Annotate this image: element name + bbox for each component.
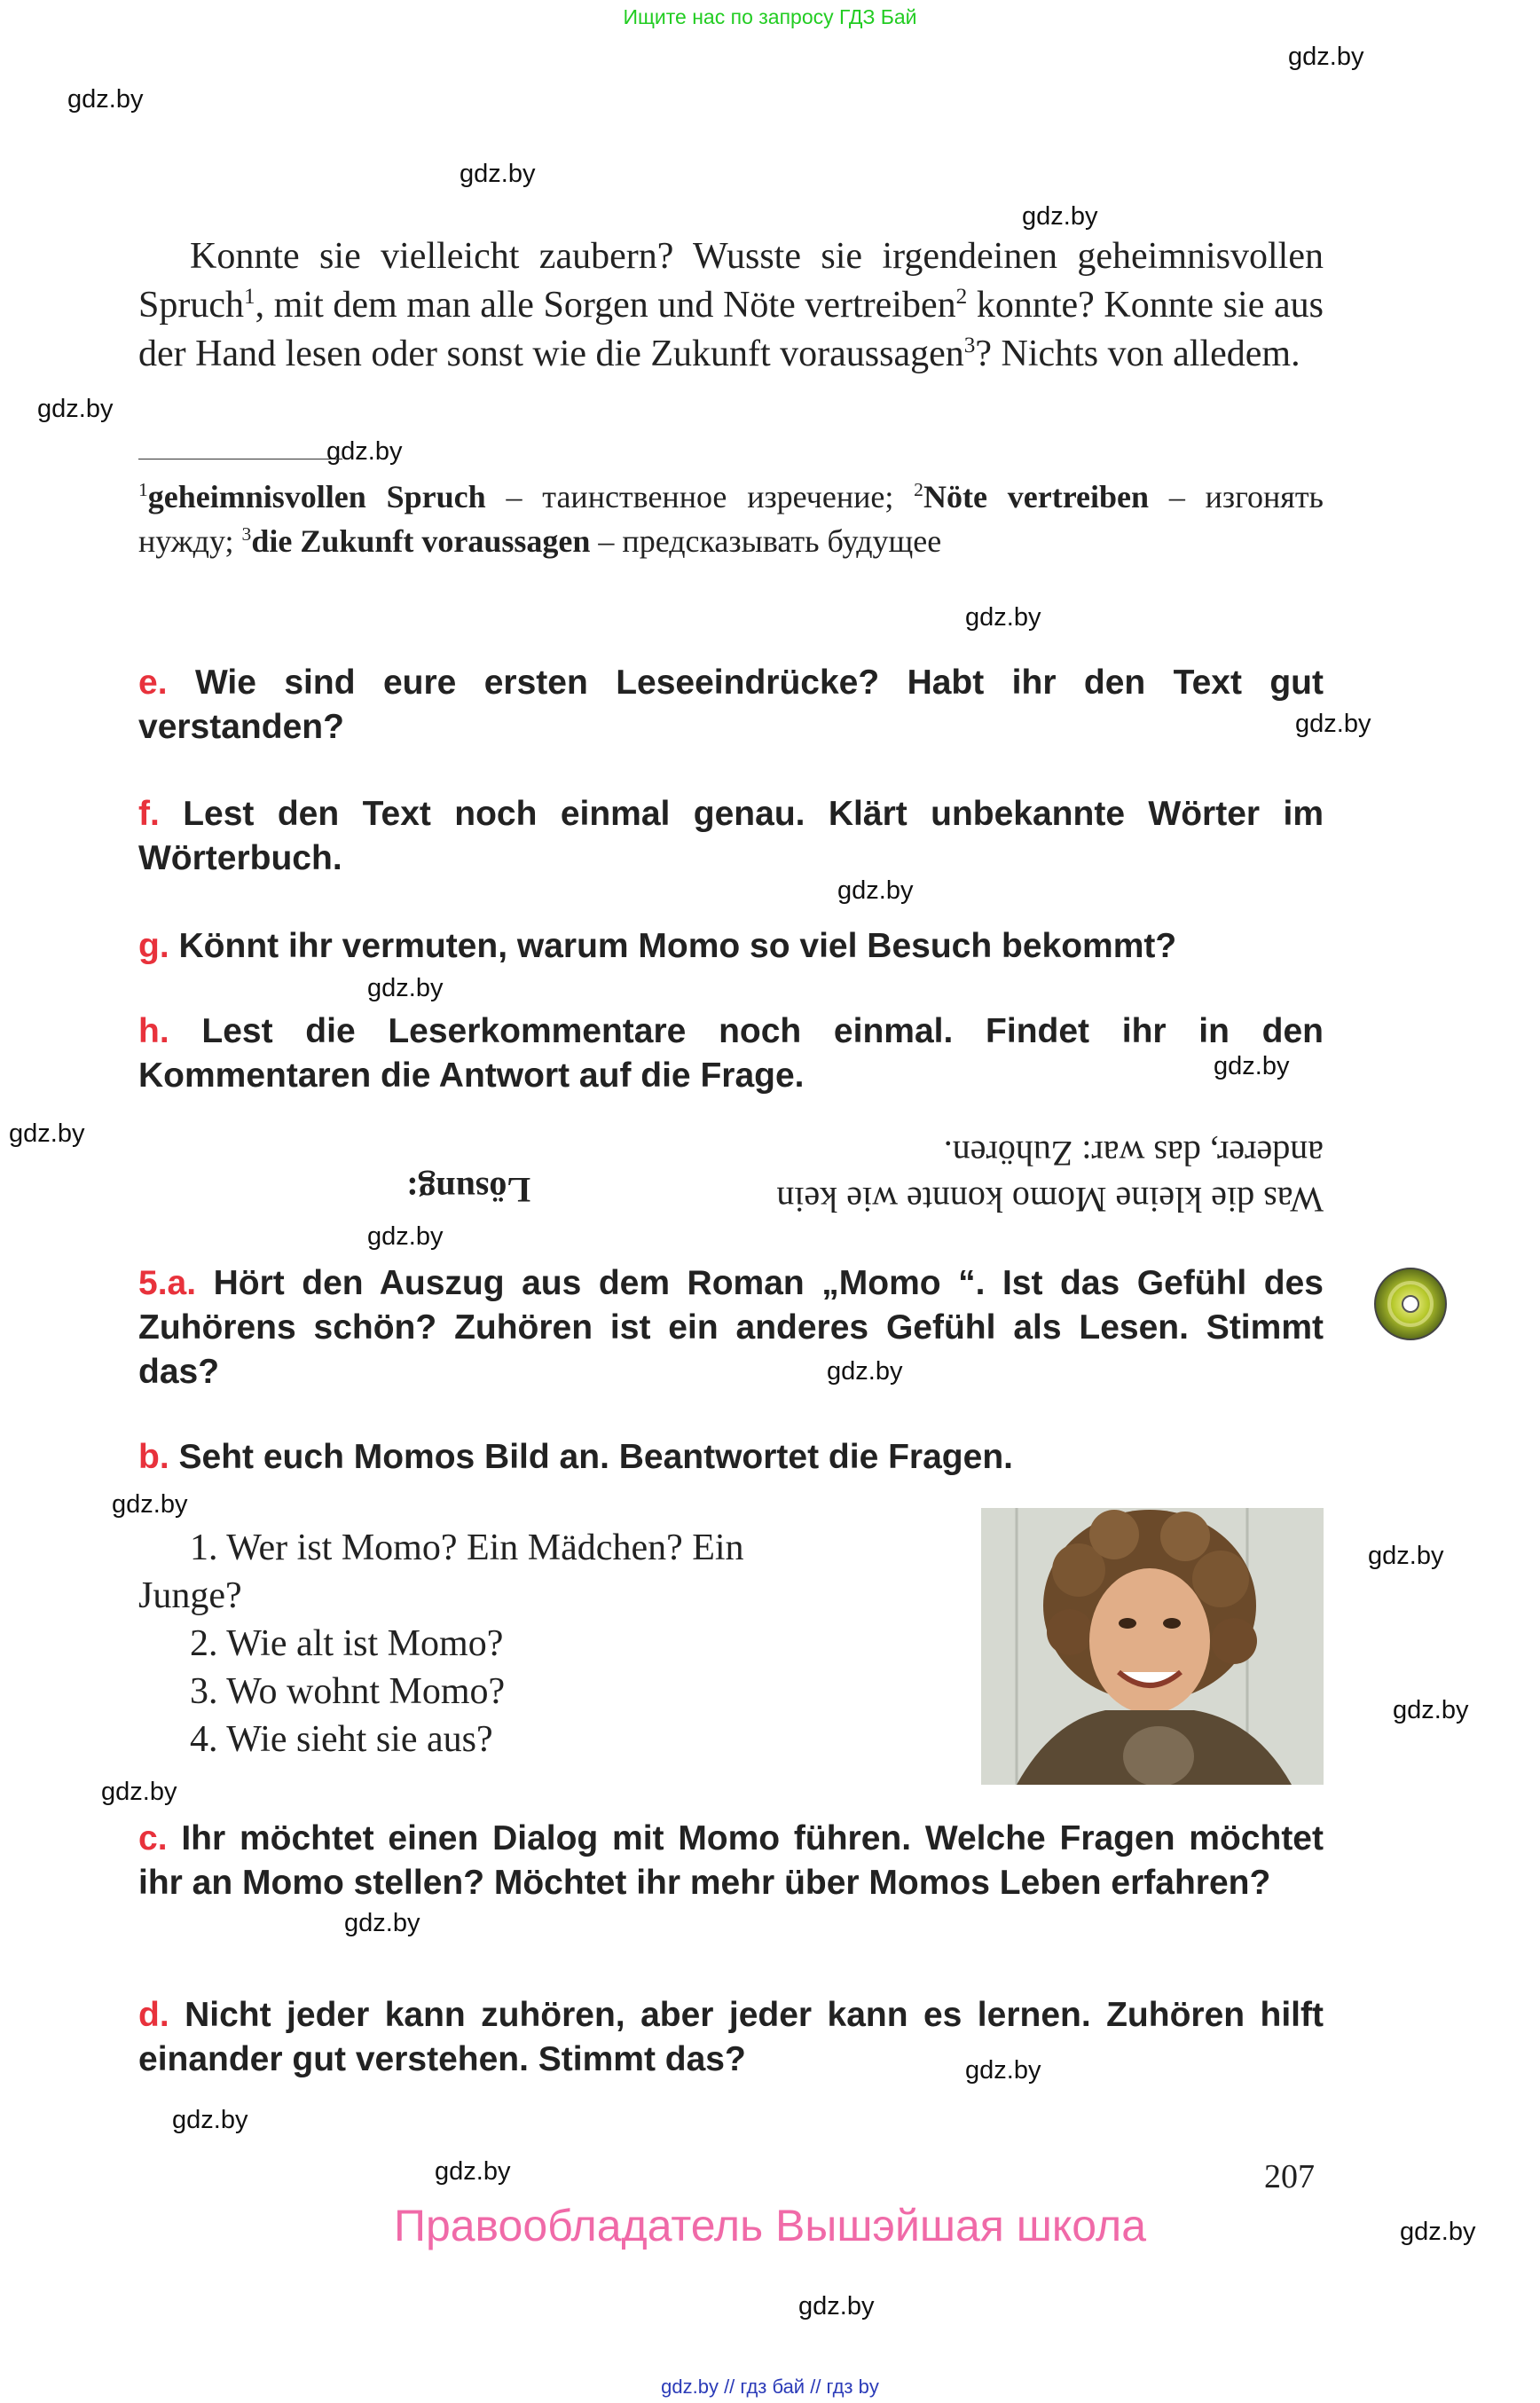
task-text: Wie sind eure ersten Leseeindrücke? Habt ihr den Text gut verstanden?	[138, 664, 1324, 746]
momo-photo	[981, 1508, 1324, 1785]
task-text: Nicht jeder kann zuhören, aber jeder kann es lernen. Zuhören hilft einander gut verstehen. Stimmt das?	[138, 1996, 1324, 2078]
watermark: gdz.by	[965, 2056, 1041, 2085]
task-text: Könnt ihr vermuten, warum Momo so viel Besuch bekommt?	[178, 927, 1177, 965]
footnotes: $^1$geheimnisvollen Spruch – таинственное изречение; $^2$Nöte vertreiben – изгонять нужду; $^3$die Zukunft voraussagen – предсказывать будущее	[138, 479, 1324, 559]
watermark: gdz.by	[344, 1909, 420, 1937]
watermark: gdz.by	[1022, 202, 1098, 231]
watermark: gdz.by	[435, 2157, 511, 2186]
task-letter: b.	[138, 1438, 169, 1476]
page-number: 207	[1264, 2158, 1315, 2195]
watermark: gdz.by	[1393, 1696, 1469, 1724]
watermark: gdz.by	[1368, 1542, 1444, 1570]
task-text: Hört den Auszug aus dem Roman „Momo “. Ist das Gefühl des Zuhörens schön? Zuhören ist ein anderes Gefühl als Lesen. Stimmt das?	[138, 1264, 1324, 1391]
question-item: 4. Wie sieht sie aus?	[190, 1719, 493, 1760]
watermark: gdz.by	[9, 1119, 85, 1148]
watermark: gdz.by	[827, 1357, 903, 1386]
watermark: gdz.by	[460, 160, 536, 188]
task-f	[138, 792, 1324, 881]
watermark: gdz.by	[1288, 43, 1364, 71]
watermark: gdz.by	[965, 603, 1041, 632]
solution-line: Was die kleine Momo konnte wie kein	[776, 1180, 1324, 1220]
question-list	[138, 1524, 919, 1763]
task-letter: g.	[138, 927, 169, 965]
task-5d	[138, 1993, 1324, 2082]
task-text: Ihr möchtet einen Dialog mit Momo führen. Welche Fragen möchtet ihr an Momo stellen? Möchtet ihr mehr über Momos Leben erfahren?	[138, 1819, 1324, 1902]
task-h	[138, 1009, 1324, 1098]
watermark: gdz.by	[101, 1778, 177, 1806]
task-letter: f.	[138, 795, 160, 833]
task-letter: e.	[138, 664, 168, 702]
question-item: 1. Wer ist Momo? Ein Mädchen? Ein	[190, 1527, 744, 1568]
watermark: gdz.by	[326, 437, 403, 466]
task-letter: c.	[138, 1819, 168, 1857]
solution-heading: Lösung:	[406, 1170, 531, 1210]
top-banner: Ищите нас по запросу ГДЗ Бай	[623, 5, 917, 28]
watermark: gdz.by	[1214, 1052, 1290, 1080]
watermark: gdz.by	[172, 2106, 248, 2134]
task-g	[138, 924, 1324, 969]
story-paragraph: Konnte sie vielleicht zaubern? Wusste sie irgendeinen geheimnisvollen Spruch$^1$, mit dem man alle Sorgen und Nöte vertreiben$^2$ konnte? Konnte sie aus der Hand lesen oder sonst wie die Zukunft voraussagen$^3$? Nichts von alledem.	[138, 236, 1324, 374]
task-letter: d.	[138, 1996, 169, 2034]
task-text: Seht euch Momos Bild an. Beantwortet die Fragen.	[178, 1438, 1013, 1476]
task-letter: 5.a.	[138, 1264, 197, 1302]
watermark: gdz.by	[112, 1490, 188, 1519]
task-e	[138, 661, 1324, 750]
task-text: Lest die Leserkommentare noch einmal. Findet ihr in den Kommentaren die Antwort auf die Frage.	[138, 1012, 1324, 1095]
watermark: gdz.by	[37, 395, 114, 423]
question-item: 3. Wo wohnt Momo?	[190, 1671, 506, 1712]
audio-cd-icon[interactable]	[1373, 1267, 1448, 1341]
solution-upside-down	[138, 1116, 1324, 1222]
watermark: gdz.by	[1400, 2218, 1476, 2246]
question-item: 2. Wie alt ist Momo?	[190, 1623, 504, 1664]
task-text: Lest den Text noch einmal genau. Klärt unbekannte Wörter im Wörterbuch.	[138, 795, 1324, 877]
task-5b	[138, 1435, 1324, 1480]
watermark: gdz.by	[837, 876, 914, 905]
watermark: gdz.by	[367, 974, 444, 1002]
watermark: gdz.by	[67, 85, 144, 114]
task-5c	[138, 1817, 1324, 1905]
watermark: gdz.by	[367, 1222, 444, 1251]
solution-line: anderer, das war: Zuhören.	[943, 1134, 1324, 1174]
copyright-holder: Правообладатель Вышэйшая школа	[394, 2201, 1146, 2250]
watermark: gdz.by	[1295, 710, 1371, 738]
question-item-cont: Junge?	[138, 1575, 242, 1616]
watermark: gdz.by	[798, 2292, 875, 2321]
task-letter: h.	[138, 1012, 169, 1050]
footer-links[interactable]: gdz.by // гдз бай // гдз by	[661, 2376, 879, 2398]
task-5a	[138, 1261, 1324, 1394]
